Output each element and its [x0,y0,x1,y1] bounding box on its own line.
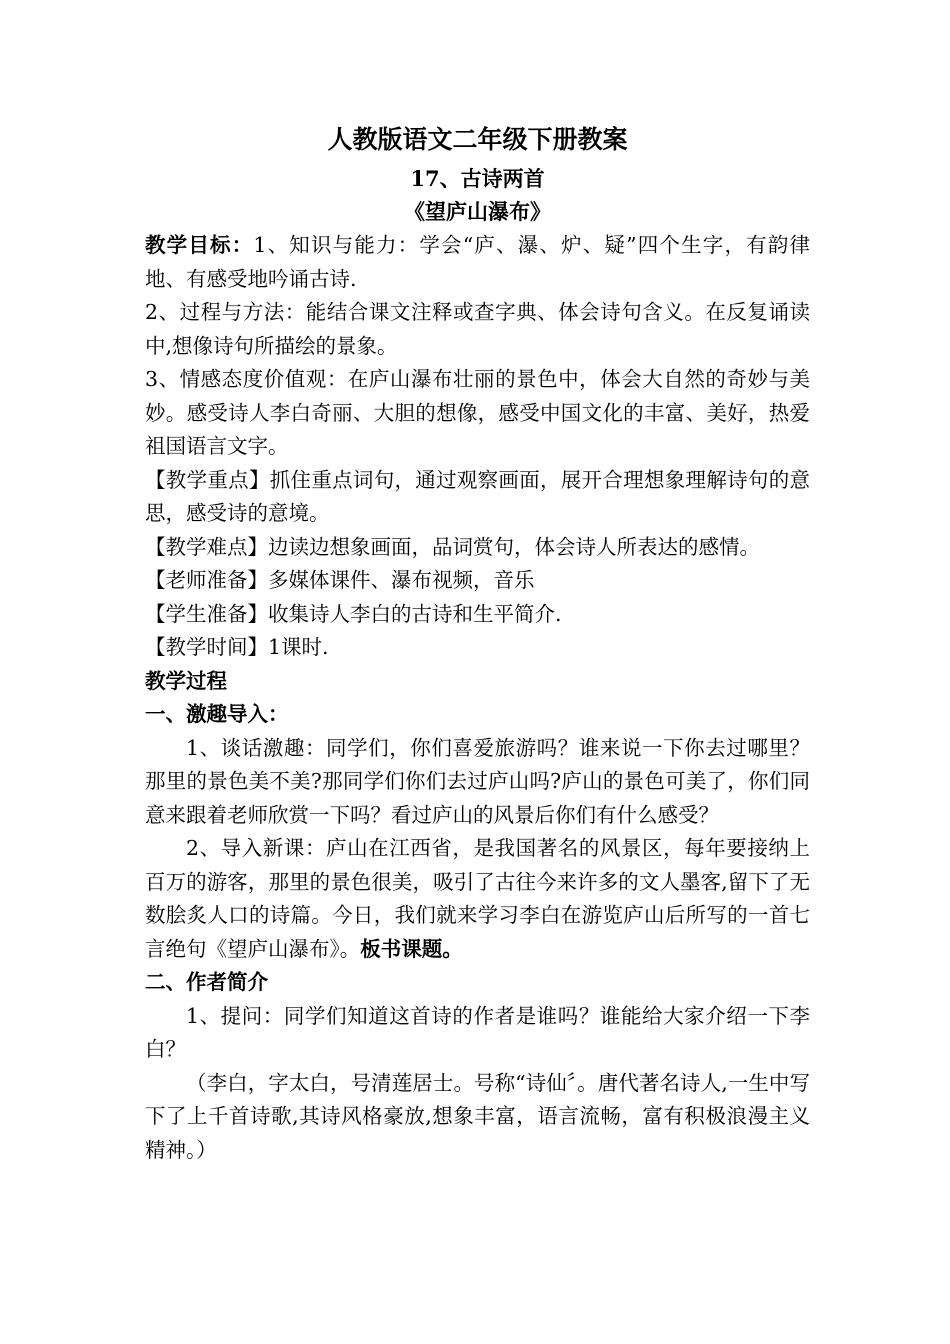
section-1-paragraph-2 [145,832,810,966]
section-1-paragraph-1: 1、谈话激趣：同学们，你们喜爱旅游吗？谁来说一下你去过哪里？那里的景色美不美?那同学们你们去过庐山吗?庐山的景色可美了，你们同意来跟着老师欣赏一下吗？看过庐山的风景后你们有什么感受？ [145,735,810,827]
teacher-preparation: 【老师准备】多媒体课件、瀑布视频，音乐 [145,568,535,592]
lesson-title: 17、古诗两首 [410,166,545,191]
teaching-time: 【教学时间】1课时. [145,635,329,659]
section-1-heading: 一、激趣导入： [145,702,289,726]
section-1-paragraph-2-text: 2、导入新课：庐山在江西省，是我国著名的风景区，每年要接纳上百万的游客，那里的景色很美，吸引了古往今来许多的文人墨客,留下了无数脍炙人口的诗篇。今日，我们就来学习李白在游览庐山后所写的一首七言绝句《望庐山瀑布》。 [145,836,810,961]
objectives-label: 教学目标： [145,233,254,257]
objective-1 [145,229,810,296]
section-2-paragraph-1: 1、提问：同学们知道这首诗的作者是谁吗？谁能给大家介绍一下李白？ [145,1003,810,1061]
section-2-heading: 二、作者简介 [145,970,268,994]
lesson-plan [145,118,810,1167]
objective-1-text: 1、知识与能力：学会“庐、瀑、炉、疑”四个生字，有韵律地、有感受地吟诵古诗. [145,233,810,291]
process-heading: 教学过程 [145,668,227,693]
board-title-note: 板书课题。 [360,936,463,961]
document-title: 人教版语文二年级下册教案 [327,125,628,154]
poem-title: 《望庐山瀑布》 [404,199,551,224]
objective-3: 3、情感态度价值观：在庐山瀑布壮丽的景色中，体会大自然的奇妙与美妙。感受诗人李白奇丽、大胆的想像，感受中国文化的丰富、美好，热爱祖国语言文字。 [145,367,810,458]
section-2-paragraph-2: （李白，字太白，号清莲居士。号称“诗仙〞。唐代著名诗人,一生中写下了上千首诗歌,其诗风格豪放,想象丰富，语言流畅，富有积极浪漫主义精神。） [145,1070,810,1162]
difficulty: 【教学难点】边读边想象画面，品词赏句，体会诗人所表达的感情。 [145,534,760,559]
student-preparation: 【学生准备】收集诗人李白的古诗和生平简介. [145,601,562,626]
objective-2: 2、过程与方法：能结合课文注释或查字典、体会诗句含义。在反复诵读中,想像诗句所描绘的景象。 [145,300,810,358]
key-point: 【教学重点】抓住重点词句，通过观察画面，展开合理想象理解诗句的意思，感受诗的意境。 [145,467,810,525]
